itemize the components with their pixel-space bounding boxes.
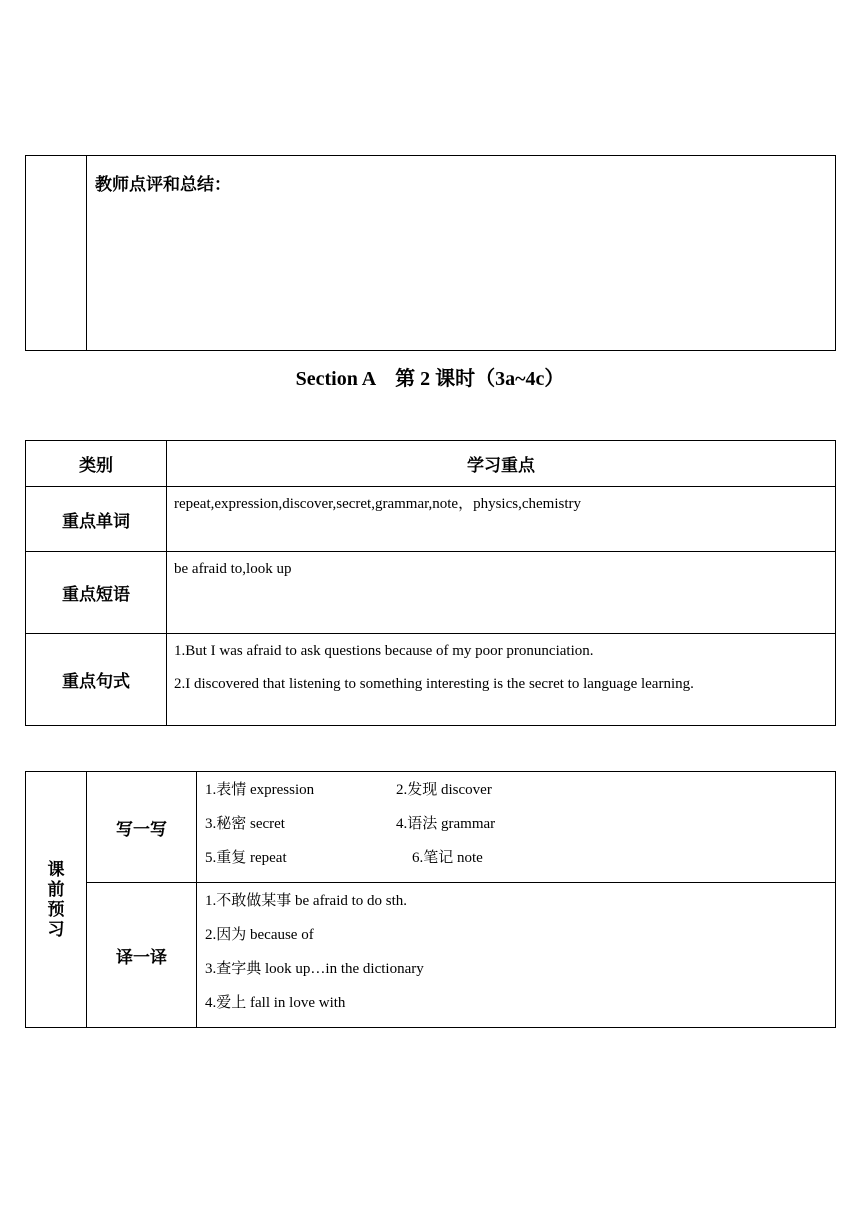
write-label: 写一写 [87,772,197,883]
write-item-2: 2.发现 discover [396,782,492,798]
translate-item-2: 2.因为 because of [205,927,314,943]
table-row [26,552,836,634]
focus-line: be afraid to,look up [174,561,292,577]
translate-label: 译一译 [87,883,197,1028]
translate-item-1: 1.不敢做某事 be afraid to do sth. [205,893,408,909]
write-item-1: 1.表情 expression [205,782,315,798]
focus-line: 2.I discovered that listening to something interesting is the secret to language learning. [174,676,694,692]
row-label-phrases: 重点短语 [26,552,167,634]
list-item [205,848,827,882]
col-header-category: 类别 [26,441,167,487]
row-label-sentences: 重点句式 [26,634,167,726]
list-item [205,814,827,848]
write-item-4: 4.语法 grammar [396,816,496,832]
lesson-heading: Section A 第 2 课时（3a~4c） [295,368,565,390]
table-row [26,487,836,552]
write-item-5: 5.重复 repeat [205,850,287,866]
preview-side-label: 课前预习 [47,859,65,940]
write-item-6: 6.笔记 note [412,850,483,866]
focus-line: repeat,expression,discover,secret,grammar,note，physics,chemistry [174,496,581,512]
preview-table [25,771,836,1028]
list-item [205,780,827,814]
preview-side-label-cell [26,772,87,1028]
col-header-focus: 学习重点 [167,441,836,487]
learning-focus-table [25,440,836,726]
table-row [26,634,836,726]
translate-content [197,883,836,1028]
review-content-cell [87,156,836,351]
row-content-sentences [167,634,836,726]
row-content-phrases [167,552,836,634]
translate-item-4: 4.爱上 fall in love with [205,995,346,1011]
review-label: 教师点评和总结： [95,175,231,195]
focus-line: 1.But I was afraid to ask questions because of my poor pronunciation. [174,643,594,659]
row-content-words [167,487,836,552]
teacher-review-table [25,155,836,351]
row-label-words: 重点单词 [26,487,167,552]
write-item-3: 3.秘密 secret [205,816,285,832]
review-left-cell [26,156,87,351]
write-content [197,772,836,883]
translate-item-3: 3.查字典 look up…in the dictionary [205,961,424,977]
